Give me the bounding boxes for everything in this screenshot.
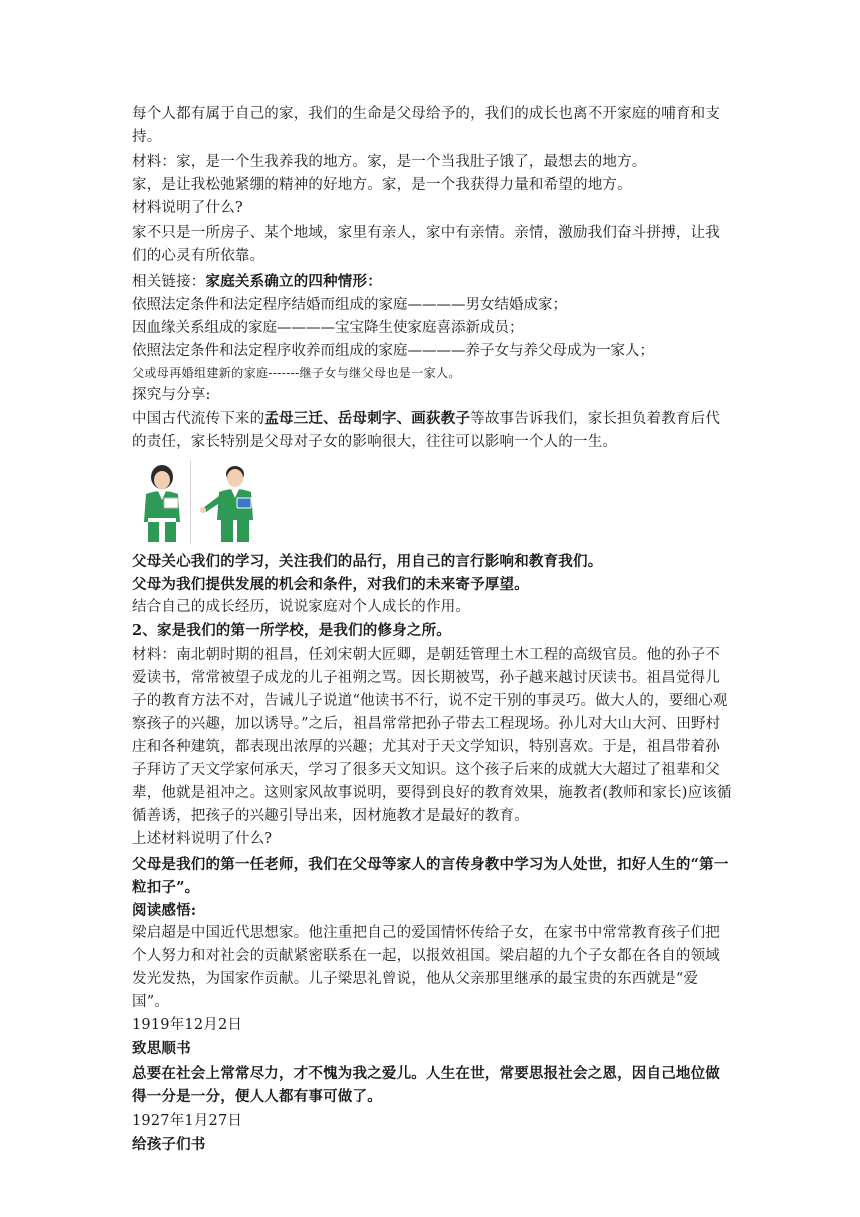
girl-student-picture (134, 460, 191, 544)
story-prefix: 中国古代流传下来的 (132, 411, 265, 427)
story-suffix: 等故事告诉我们，家长担负着教育后代的责任，家长特别是父母对子女的影响很大，往往可以影响一个人的一生。 (132, 411, 721, 450)
related-link-label: 相关链接： (132, 274, 206, 290)
prompt-1: 结合自己的成长经历，说说家庭对个人成长的作用。 (132, 599, 471, 615)
related-link-title: 家庭关系确立的四种情形： (205, 273, 382, 290)
document-body (132, 103, 732, 1156)
bold-statement-1: 父母关心我们的学习，关注我们的品行，用自己的言行影响和教育我们。 (132, 553, 603, 570)
letter-1-title: 致思顺书 (132, 1040, 191, 1057)
explore-title: 探究与分享: (132, 387, 211, 403)
story-paragraph (132, 407, 732, 454)
material-2: 材料：南北朝时期的祖昌，任刘宋朝大匠卿，是朝廷管理土木工程的高级官员。他的孙子不爱读书，常常被望子成龙的儿子祖朔之骂。因长期被骂，孙子越来越讨厌读书。祖昌觉得儿子的教育方法不对，告诫儿子说道“他读书不行，说不定干别的事灵巧。做大人的，要细心观察孩子的兴趣，加以诱导。”之后，祖昌常常把孙子带去工程现场。孙儿对大山大河、田野村庄和各种建筑，都表现出浓厚的兴趣；尤其对于天文学知识，特别喜欢。于是，祖昌带着孙子拜访了天文学家何承天，学习了很多天文知识。这个孩子后来的成就大大超过了祖辈和父辈，他就是祖冲之。这则家风故事说明，要得到良好的教育效果，施教者(教师和家长)应该循循善诱，把孩子的兴趣引导出来，因材施教才是最好的教育。 (132, 647, 732, 824)
question-2: 上述材料说明了什么? (132, 831, 273, 847)
bold-statement-2: 父母为我们提供发展的机会和条件，对我们的未来寄予厚望。 (132, 576, 529, 593)
students-illustration (134, 460, 732, 544)
story-titles: 孟母三迁、岳母刺字、画荻教子 (264, 410, 471, 427)
question-1: 材料说明了什么? (132, 200, 243, 216)
section-heading-2: 2、家是我们的第一所学校，是我们的修身之所。 (132, 622, 451, 639)
answer-2: 父母是我们的第一任老师，我们在父母等家人的言传身教中学习为人处世，扣好人生的“第一粒扣子”。 (132, 856, 729, 896)
reading-text: 梁启超是中国近代思想家。他注重把自己的爱国情怀传给子女，在家书中常常教育孩子们把个人努力和对社会的贡献紧密联系在一起，以报效祖国。梁启超的九个子女都在各自的领域发光发热，为国家作贡献。儿子梁思礼曾说，他从父亲那里继承的最宝贵的东西就是“爱国”。 (132, 925, 720, 1010)
letter-2-title: 给孩子们书 (132, 1136, 206, 1153)
intro-paragraph: 每个人都有属于自己的家，我们的生命是父母给予的，我们的成长也离不开家庭的哺育和支持。 (132, 106, 720, 145)
related-link (132, 270, 732, 294)
family-case-4: 父或母再婚组建新的家庭-------继子女与继父母也是一家人。 (132, 366, 461, 380)
boy-student-picture (195, 460, 265, 544)
date-2: 1927年1月27日 (132, 1113, 243, 1129)
family-case-1: 依照法定条件和法定程序结婚而组成的家庭————男女结婚成家； (132, 297, 567, 313)
answer-1: 家不只是一所房子、某个地域，家里有亲人，家中有亲情。亲情，激励我们奋斗拼搏，让我们的心灵有所依靠。 (132, 225, 720, 264)
material-1-line-1: 材料：家，是一个生我养我的地方。家，是一个当我肚子饿了，最想去的地方。 (132, 154, 647, 170)
letter-1-text: 总要在社会上常常尽力，才不愧为我之爱儿。人生在世，常要思报社会之恩，因自己地位做得一分是一分，便人人都有事可做了。 (132, 1065, 720, 1105)
material-1-line-2: 家，是让我松弛紧绷的精神的好地方。家，是一个我获得力量和希望的地方。 (132, 177, 632, 193)
family-case-2: 因血缘关系组成的家庭————宝宝降生使家庭喜添新成员； (132, 320, 524, 336)
reading-title: 阅读感悟: (132, 902, 197, 919)
date-1: 1919年12月2日 (132, 1017, 243, 1033)
family-case-3: 依照法定条件和法定程序收养而组成的家庭————养子女与养父母成为一家人； (132, 343, 654, 359)
